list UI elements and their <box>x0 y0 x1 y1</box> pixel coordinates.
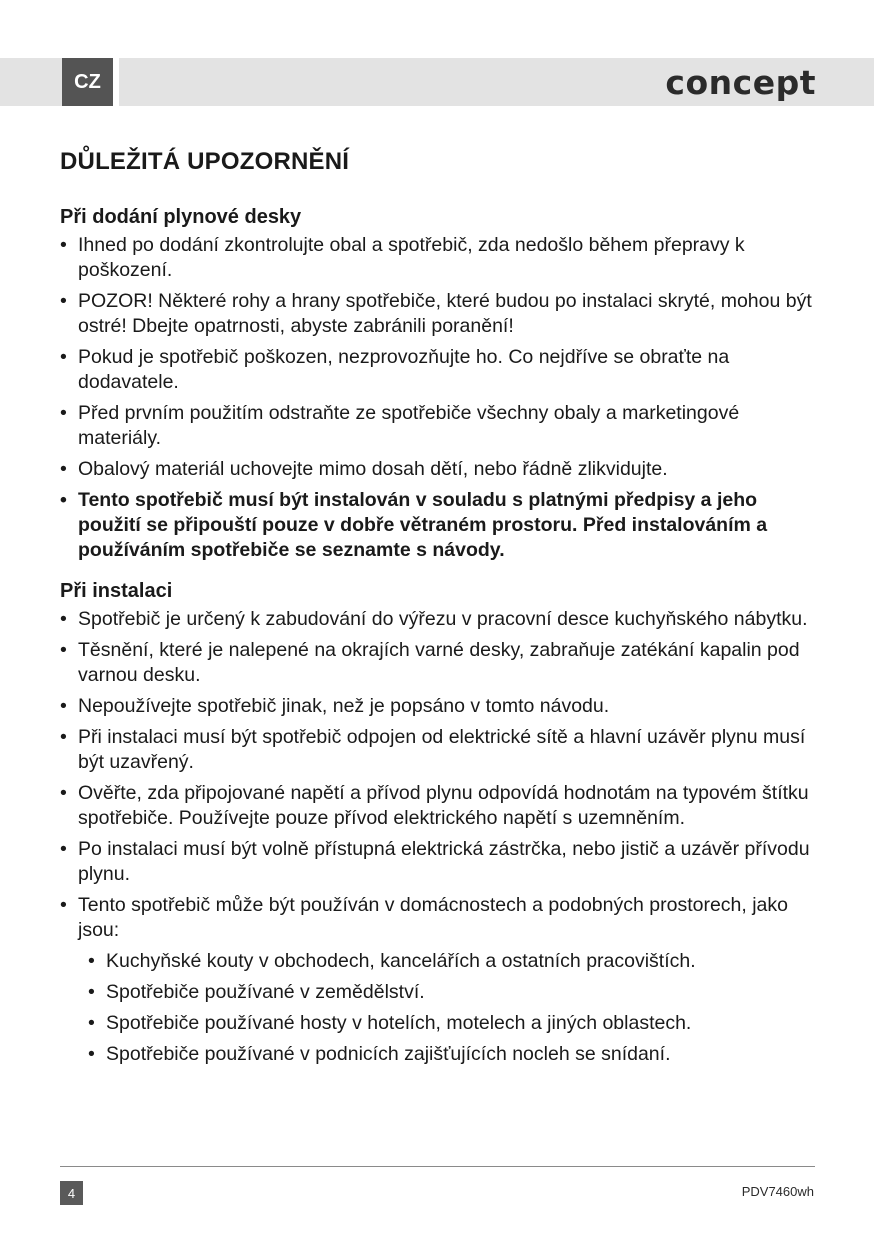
list-item: • POZOR! Některé rohy a hrany spotřebiče, které budou po instalaci skryté, mohou být ostré! Dbejte opatrnosti, abyste zabránili poranění! <box>60 289 820 339</box>
list-item-warning: • Tento spotřebič musí být instalován v souladu s platnými předpisy a jeho použití se připouští pouze v dobře větraném prostoru. Před instalováním a používáním spotřebiče se seznamte s návody. <box>60 488 820 563</box>
brand-logo: concept <box>665 62 816 102</box>
list-item: • Spotřebič je určený k zabudování do výřezu v pracovní desce kuchyňského nábytku. <box>60 607 820 632</box>
list-item: • Nepoužívejte spotřebič jinak, než je popsáno v tomto návodu. <box>60 694 820 719</box>
list-item: • Obalový materiál uchovejte mimo dosah dětí, nebo řádně zlikvidujte. <box>60 457 820 482</box>
list-item: • Těsnění, které je nalepené na okrajích varné desky, zabraňuje zatékání kapalin pod varnou desku. <box>60 638 820 688</box>
sub-list-item: • Spotřebiče používané hosty v hotelích, motelech a jiných oblastech. <box>88 1011 820 1036</box>
section-heading: Při dodání plynové desky <box>60 206 302 228</box>
sub-bullet-list <box>88 949 820 1067</box>
page-title: DŮLEŽITÁ UPOZORNĚNÍ <box>60 148 350 175</box>
model-number: PDV7460wh <box>741 1184 814 1199</box>
sub-list-item: • Spotřebiče používané v zemědělství. <box>88 980 820 1005</box>
page-content <box>60 148 820 1084</box>
section-installation <box>60 580 820 1067</box>
list-item: • Ověřte, zda připojované napětí a přívod plynu odpovídá hodnotám na typovém štítku spotřebiče. Používejte pouze přívod elektrického napětí s uzemněním. <box>60 781 820 831</box>
footer-divider <box>60 1166 815 1167</box>
list-item-with-sublist <box>60 893 820 1067</box>
language-badge: CZ <box>62 58 113 106</box>
header-divider <box>113 58 119 106</box>
list-item: • Ihned po dodání zkontrolujte obal a spotřebič, zda nedošlo během přepravy k poškození. <box>60 233 820 283</box>
sub-list-item: • Spotřebiče používané v podnicích zajišťujících nocleh se snídaní. <box>88 1042 820 1067</box>
list-item-text: Tento spotřebič může být používán v domácnostech a podobných prostorech, jako jsou: <box>78 894 788 941</box>
section-heading: Při instalaci <box>60 580 173 602</box>
list-item: • Před prvním použitím odstraňte ze spotřebiče všechny obaly a marketingové materiály. <box>60 401 820 451</box>
bullet-list <box>60 607 820 1067</box>
section-delivery <box>60 206 820 563</box>
sub-list-item: • Kuchyňské kouty v obchodech, kancelářích a ostatních pracovištích. <box>88 949 820 974</box>
list-item: • Při instalaci musí být spotřebič odpojen od elektrické sítě a hlavní uzávěr plynu musí být uzavřený. <box>60 725 820 775</box>
list-item: • Po instalaci musí být volně přístupná elektrická zástrčka, nebo jistič a uzávěr přívodu plynu. <box>60 837 820 887</box>
page-number: 4 <box>60 1181 83 1205</box>
bullet-list <box>60 233 820 563</box>
list-item: • Pokud je spotřebič poškozen, nezprovozňujte ho. Co nejdříve se obraťte na dodavatele. <box>60 345 820 395</box>
